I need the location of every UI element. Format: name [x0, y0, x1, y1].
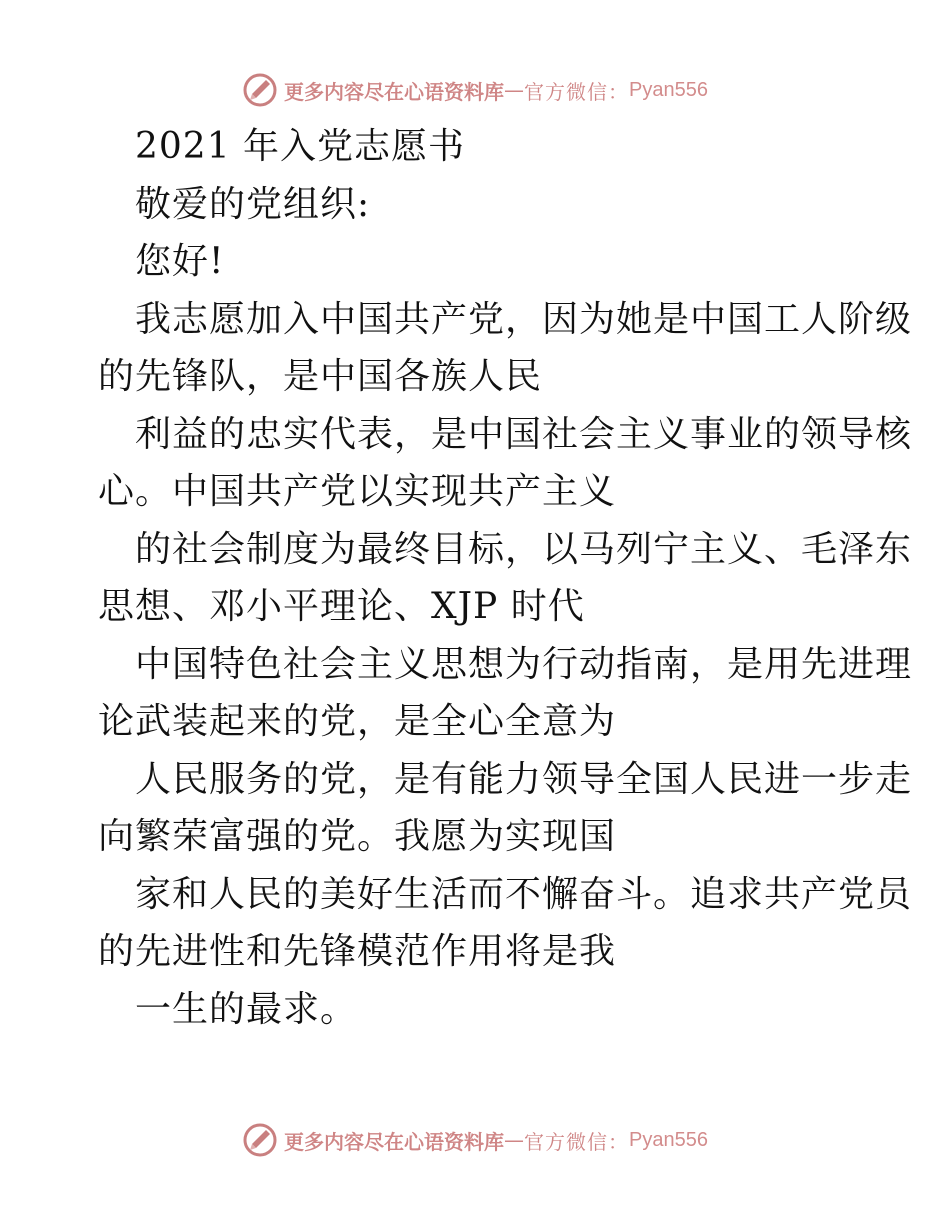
body-line: 人民服务的党，是有能力领导全国人民进一步走	[135, 758, 913, 800]
body-line: 论武装起来的党，是全心全意为	[98, 701, 617, 742]
watermark-main-text: 更多内容尽在心语资料库	[284, 79, 505, 104]
body-line: 向繁荣富强的党。我愿为实现国	[98, 816, 617, 857]
watermark-wechat-label: 官方微信：	[524, 1129, 630, 1154]
watermark-wechat-label: 官方微信：	[524, 79, 630, 104]
body-line: 的社会制度为最终目标，以马列宁主义、毛泽东	[135, 528, 913, 570]
pen-seal-icon	[242, 1122, 278, 1158]
body-line: 心。中国共产党以实现共产主义	[98, 471, 617, 512]
body-line: 家和人民的美好生活而不懈奋斗。追求共产党员	[135, 873, 913, 915]
greeting: 您好!	[135, 241, 225, 282]
footer-watermark	[0, 1120, 950, 1160]
watermark-separator: —	[504, 1128, 525, 1152]
header-watermark	[0, 70, 950, 110]
watermark-separator: —	[504, 78, 525, 102]
body-line: 我志愿加入中国共产党，因为她是中国工人阶级	[135, 298, 913, 340]
body-line: 中国特色社会主义思想为行动指南，是用先进理	[135, 643, 913, 685]
body-line: 的先进性和先锋模范作用将是我	[98, 931, 617, 972]
document-body	[98, 118, 913, 1038]
body-line: 思想、邓小平理论、XJP 时代	[98, 586, 585, 627]
watermark-wechat-id: Pyan556	[629, 1128, 708, 1151]
body-line: 的先锋队，是中国各族人民	[98, 356, 543, 397]
body-line: 一生的最求。	[135, 988, 358, 1030]
body-line: 利益的忠实代表，是中国社会主义事业的领导核	[135, 413, 913, 455]
pen-seal-icon	[242, 72, 278, 108]
watermark-wechat-id: Pyan556	[629, 78, 708, 101]
salutation: 敬爱的党组织:	[135, 183, 371, 225]
document-title: 2021 年入党志愿书	[135, 126, 466, 167]
watermark-main-text: 更多内容尽在心语资料库	[284, 1129, 505, 1154]
